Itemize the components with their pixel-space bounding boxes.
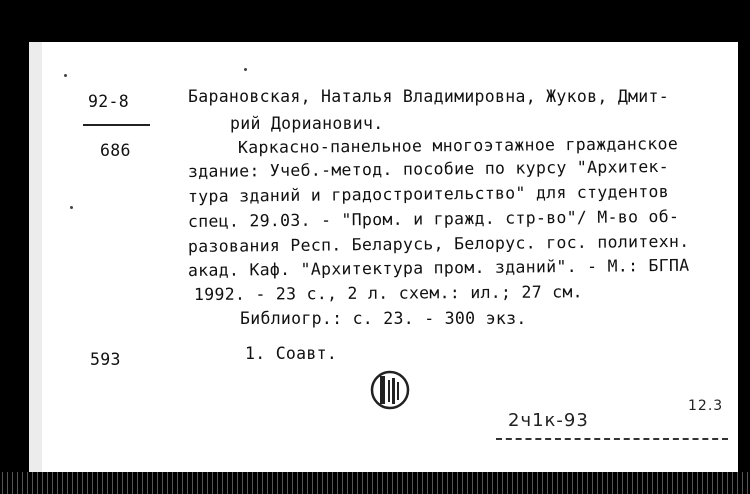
scan-speck: [244, 68, 247, 71]
call-number: 92-8: [88, 92, 129, 111]
library-stamp-icon: [368, 368, 412, 412]
body-line-6: спец. 29.03. - "Пром. и гражд. стр-во"/ М-во об-: [187, 206, 680, 231]
body-line-10: Библиогр.: с. 23. - 300 экз.: [240, 309, 527, 328]
body-line-7: разования Респ. Беларусь, Белорус. гос. политехн.: [187, 231, 690, 256]
handwritten-underline: [496, 438, 728, 440]
scan-bottom-band: [0, 472, 750, 494]
body-line-3: Каркасно-панельное многоэтажное гражданское: [237, 134, 679, 157]
scan-speck: [64, 74, 67, 77]
author-mark: 686: [100, 141, 131, 160]
body-line-5: тура зданий и градостроительство" для студентов: [187, 181, 670, 206]
handwritten-note: 2ч1к-93: [508, 410, 589, 431]
scan-right-border: [738, 42, 750, 482]
body-line-1: Барановская, Наталья Владимировна, Жуков, Дмит-: [188, 87, 669, 106]
call-number-rule: [83, 124, 150, 126]
scan-speck: [70, 206, 73, 209]
scan-left-strip: [29, 42, 42, 482]
body-line-8: акад. Каф. "Архитектура пром. зданий". - М.: БГПА: [187, 255, 690, 280]
body-line-9: 1992. - 23 с., 2 л. схем.: ил.; 27 см.: [193, 282, 583, 304]
tracing: 1. Соавт.: [245, 344, 338, 363]
extra-number: 593: [90, 350, 121, 369]
handwritten-corner: 12.3: [688, 398, 724, 414]
body-line-2: рий Дорианович.: [230, 114, 384, 133]
body-line-4: здание: Учеб.-метод. пособие по курсу "Архитек-: [187, 156, 670, 181]
